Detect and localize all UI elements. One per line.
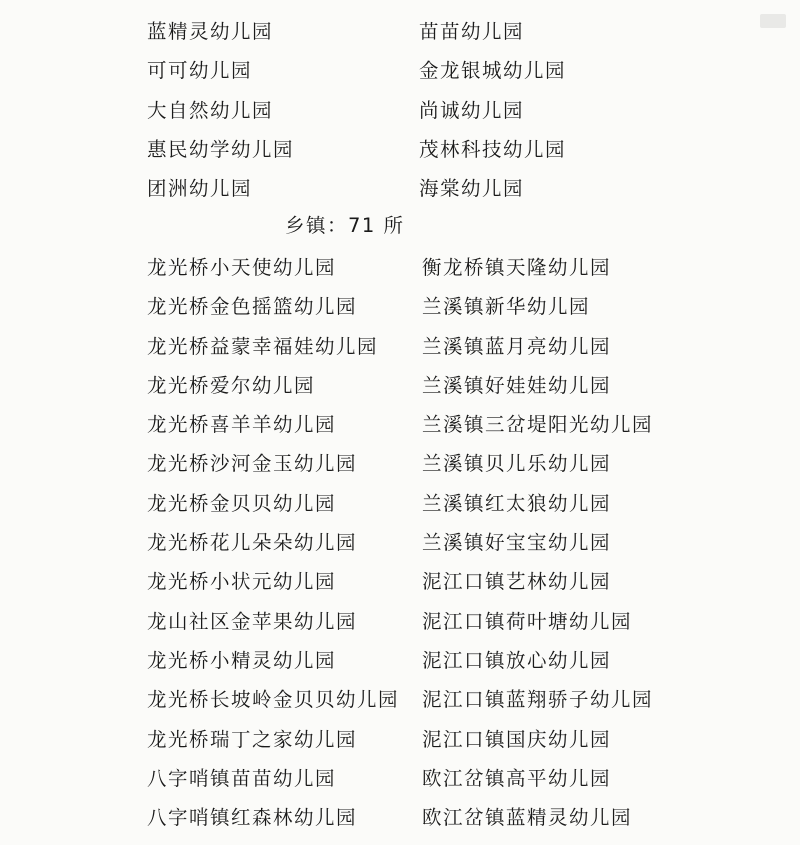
list-item: 惠民幼学幼儿园 <box>147 137 295 161</box>
list-item: 龙光桥长坡岭金贝贝幼儿园 <box>147 688 400 712</box>
list-item: 欧江岔镇蓝精灵幼儿园 <box>422 806 633 830</box>
reverse-side-bleed-mark <box>760 14 786 28</box>
list-item: 欧江岔镇高平幼儿园 <box>422 766 612 790</box>
list-item: 龙光桥金贝贝幼儿园 <box>147 491 337 515</box>
list-item: 兰溪镇蓝月亮幼儿园 <box>422 334 612 358</box>
list-item: 兰溪镇好娃娃幼儿园 <box>422 373 612 397</box>
list-item: 龙山社区金苹果幼儿园 <box>147 609 358 633</box>
list-item: 龙光桥瑞丁之家幼儿园 <box>147 727 358 751</box>
list-item: 龙光桥花儿朵朵幼儿园 <box>147 531 358 555</box>
list-item: 龙光桥金色摇篮幼儿园 <box>147 295 358 319</box>
list-item: 龙光桥爱尔幼儿园 <box>147 373 316 397</box>
list-item: 可可幼儿园 <box>147 59 253 83</box>
list-item: 金龙银城幼儿园 <box>419 59 567 83</box>
top-list-left-column <box>147 12 294 208</box>
list-item: 茂林科技幼儿园 <box>419 137 567 161</box>
list-item: 兰溪镇好宝宝幼儿园 <box>422 531 612 555</box>
list-item: 龙光桥小天使幼儿园 <box>147 256 337 279</box>
list-item: 龙光桥益蒙幸福娃幼儿园 <box>147 334 379 358</box>
list-item: 团洲幼儿园 <box>147 177 253 201</box>
list-item: 海棠幼儿园 <box>419 177 525 201</box>
list-item: 八字哨镇红森林幼儿园 <box>147 806 358 830</box>
list-item: 兰溪镇三岔堤阳光幼儿园 <box>422 413 654 437</box>
list-item: 衡龙桥镇天隆幼儿园 <box>422 256 612 279</box>
list-item: 龙光桥喜羊羊幼儿园 <box>147 413 337 437</box>
list-item: 兰溪镇贝儿乐幼儿园 <box>422 452 612 476</box>
section-title-township: 乡镇：71 所 <box>285 214 405 237</box>
list-item: 兰溪镇新华幼儿园 <box>422 295 591 319</box>
list-item: 尚诚幼儿园 <box>419 98 525 122</box>
list-item: 兰溪镇红太狼幼儿园 <box>422 491 612 515</box>
list-item: 泥江口镇蓝翔骄子幼儿园 <box>422 688 654 712</box>
list-item: 苗苗幼儿园 <box>419 20 525 43</box>
list-item: 八字哨镇苗苗幼儿园 <box>147 766 337 790</box>
list-item: 龙光桥沙河金玉幼儿园 <box>147 452 358 476</box>
list-item: 泥江口镇国庆幼儿园 <box>422 727 612 751</box>
list-item: 泥江口镇艺林幼儿园 <box>422 570 612 594</box>
list-item: 大自然幼儿园 <box>147 98 274 122</box>
list-item: 龙光桥小精灵幼儿园 <box>147 648 337 672</box>
top-list-right-column <box>419 12 566 208</box>
list-item: 蓝精灵幼儿园 <box>147 20 274 43</box>
list-item: 泥江口镇荷叶塘幼儿园 <box>422 609 633 633</box>
town-list-right-column <box>422 248 653 837</box>
list-item: 龙光桥小状元幼儿园 <box>147 570 337 594</box>
list-item: 泥江口镇放心幼儿园 <box>422 648 612 672</box>
town-list-left-column <box>147 248 399 837</box>
